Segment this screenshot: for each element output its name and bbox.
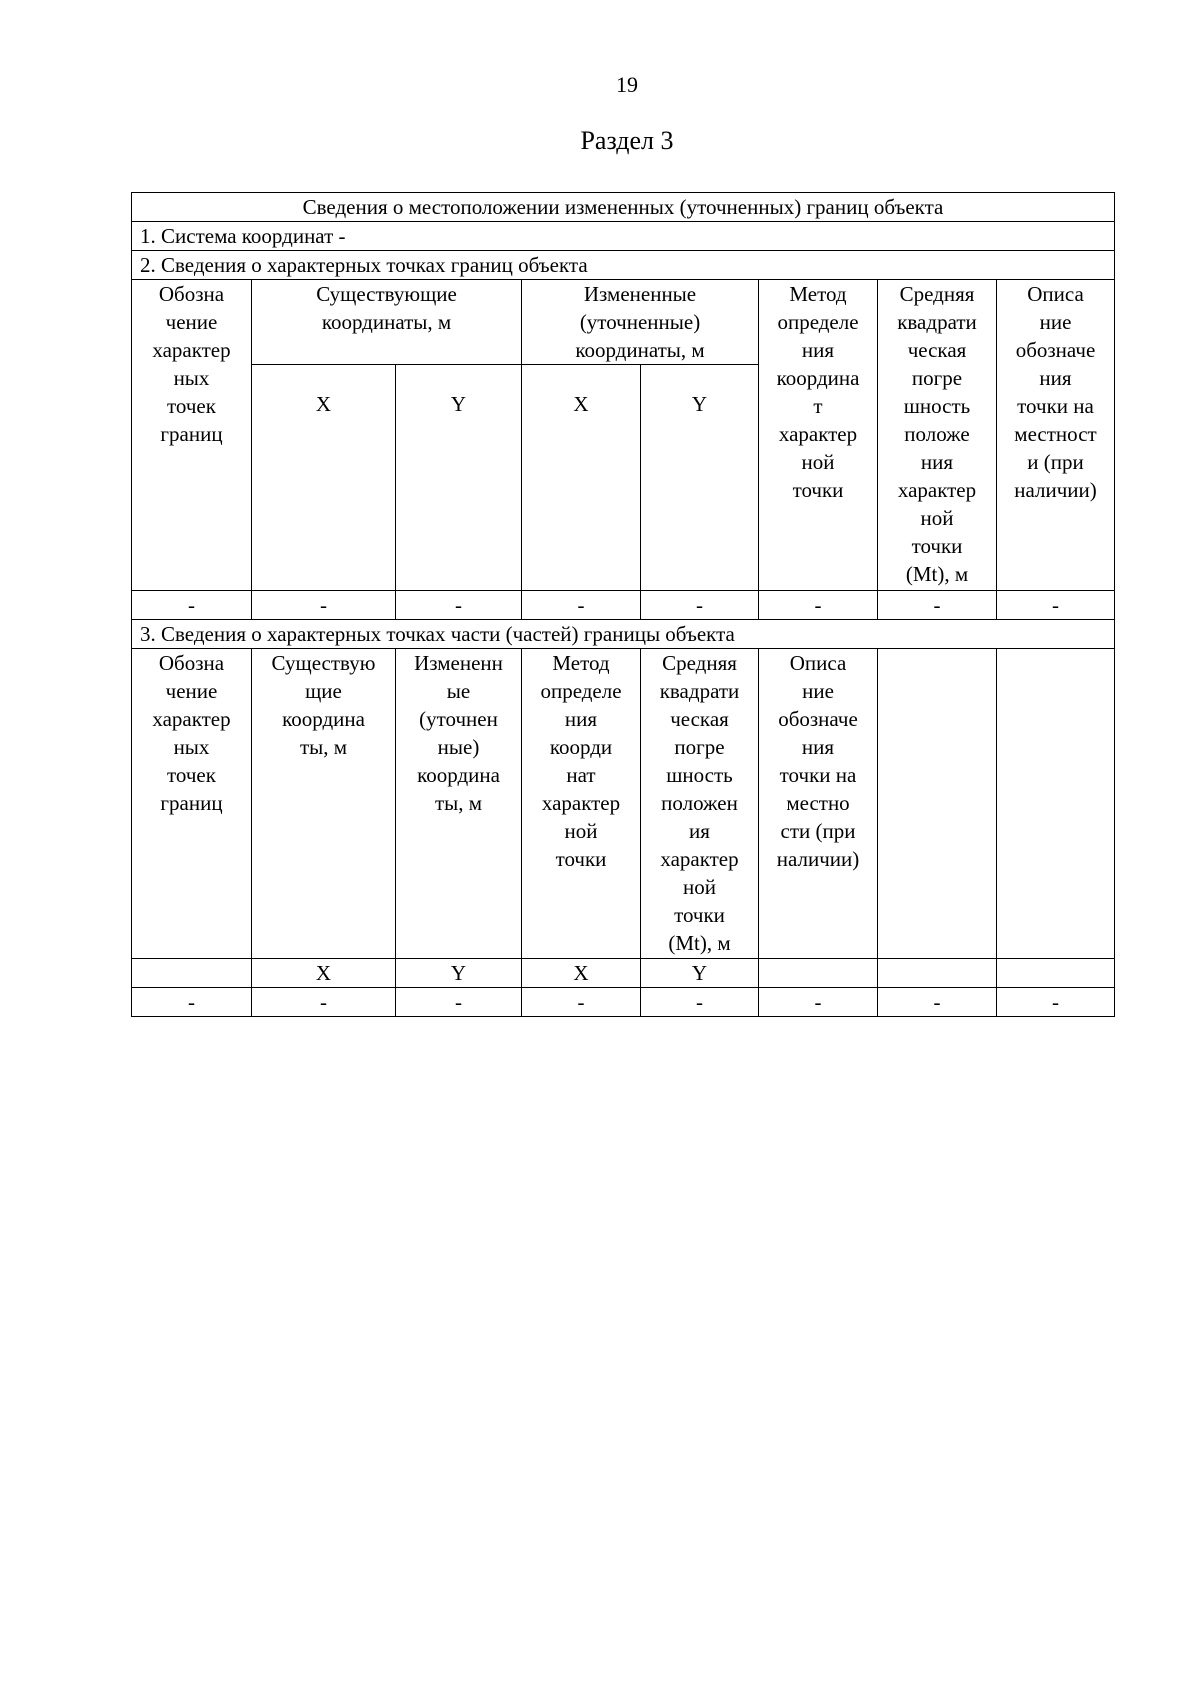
p2-col-changed: Измененные (уточненные) координаты, м — [522, 280, 759, 365]
p3-axis-cell: Y — [641, 959, 759, 988]
p3-col-changed: Измененн ые (уточнен ные) координа ты, м — [396, 649, 522, 959]
p3-cell: - — [396, 988, 522, 1017]
coord-system-row: 1. Система координат - — [132, 222, 1115, 251]
p3-cell: - — [759, 988, 878, 1017]
p2-changed-y: Y — [641, 365, 759, 591]
p2-existing-y: Y — [396, 365, 522, 591]
boundary-table — [131, 192, 1115, 1017]
p3-cell: - — [522, 988, 641, 1017]
p2-col-point: Обозна чение характер ных точек границ — [132, 280, 252, 591]
p2-cell: - — [396, 591, 522, 620]
p3-axis-cell — [878, 959, 997, 988]
p3-col-point: Обозна чение характер ных точек границ — [132, 649, 252, 959]
p2-cell: - — [252, 591, 396, 620]
p3-col-method: Метод определе ния коорди нат характер ной точки — [522, 649, 641, 959]
p2-cell: - — [759, 591, 878, 620]
p3-cell: - — [132, 988, 252, 1017]
p2-cell: - — [132, 591, 252, 620]
p3-axis-cell: X — [252, 959, 396, 988]
p2-cell: - — [878, 591, 997, 620]
section-title: Раздел 3 — [580, 126, 674, 155]
p3-col-desc: Описа ние обозначе ния точки на местно сти (при наличии) — [759, 649, 878, 959]
p2-col-existing: Существующие координаты, м — [252, 280, 522, 365]
p3-axis-cell — [759, 959, 878, 988]
p3-col-error: Средняя квадрати ческая погре шность положен ия характер ной точки (Mt), м — [641, 649, 759, 959]
p3-axis-cell: Y — [396, 959, 522, 988]
page-number: 19 — [616, 72, 638, 97]
p2-col-method: Метод определе ния координа т характер ной точки — [759, 280, 878, 591]
p3-axis-cell — [997, 959, 1115, 988]
p3-empty-cell — [997, 649, 1115, 959]
p2-existing-x: X — [252, 365, 396, 591]
p3-cell: - — [997, 988, 1115, 1017]
p3-col-existing: Существую щие координа ты, м — [252, 649, 396, 959]
p3-cell: - — [252, 988, 396, 1017]
p3-axis-cell — [132, 959, 252, 988]
p3-cell: - — [878, 988, 997, 1017]
p2-cell: - — [997, 591, 1115, 620]
p2-cell: - — [522, 591, 641, 620]
p2-changed-x: X — [522, 365, 641, 591]
part3-heading: 3. Сведения о характерных точках части (частей) границы объекта — [132, 620, 1115, 649]
p3-empty-cell — [878, 649, 997, 959]
part2-heading: 2. Сведения о характерных точках границ объекта — [132, 251, 1115, 280]
p2-col-desc: Описа ние обозначе ния точки на местност и (при наличии) — [997, 280, 1115, 591]
p3-axis-cell: X — [522, 959, 641, 988]
p2-col-error: Средняя квадрати ческая погре шность положе ния характер ной точки (Mt), м — [878, 280, 997, 591]
p3-cell: - — [641, 988, 759, 1017]
p2-cell: - — [641, 591, 759, 620]
table-title: Сведения о местоположении измененных (уточненных) границ объекта — [132, 193, 1115, 222]
